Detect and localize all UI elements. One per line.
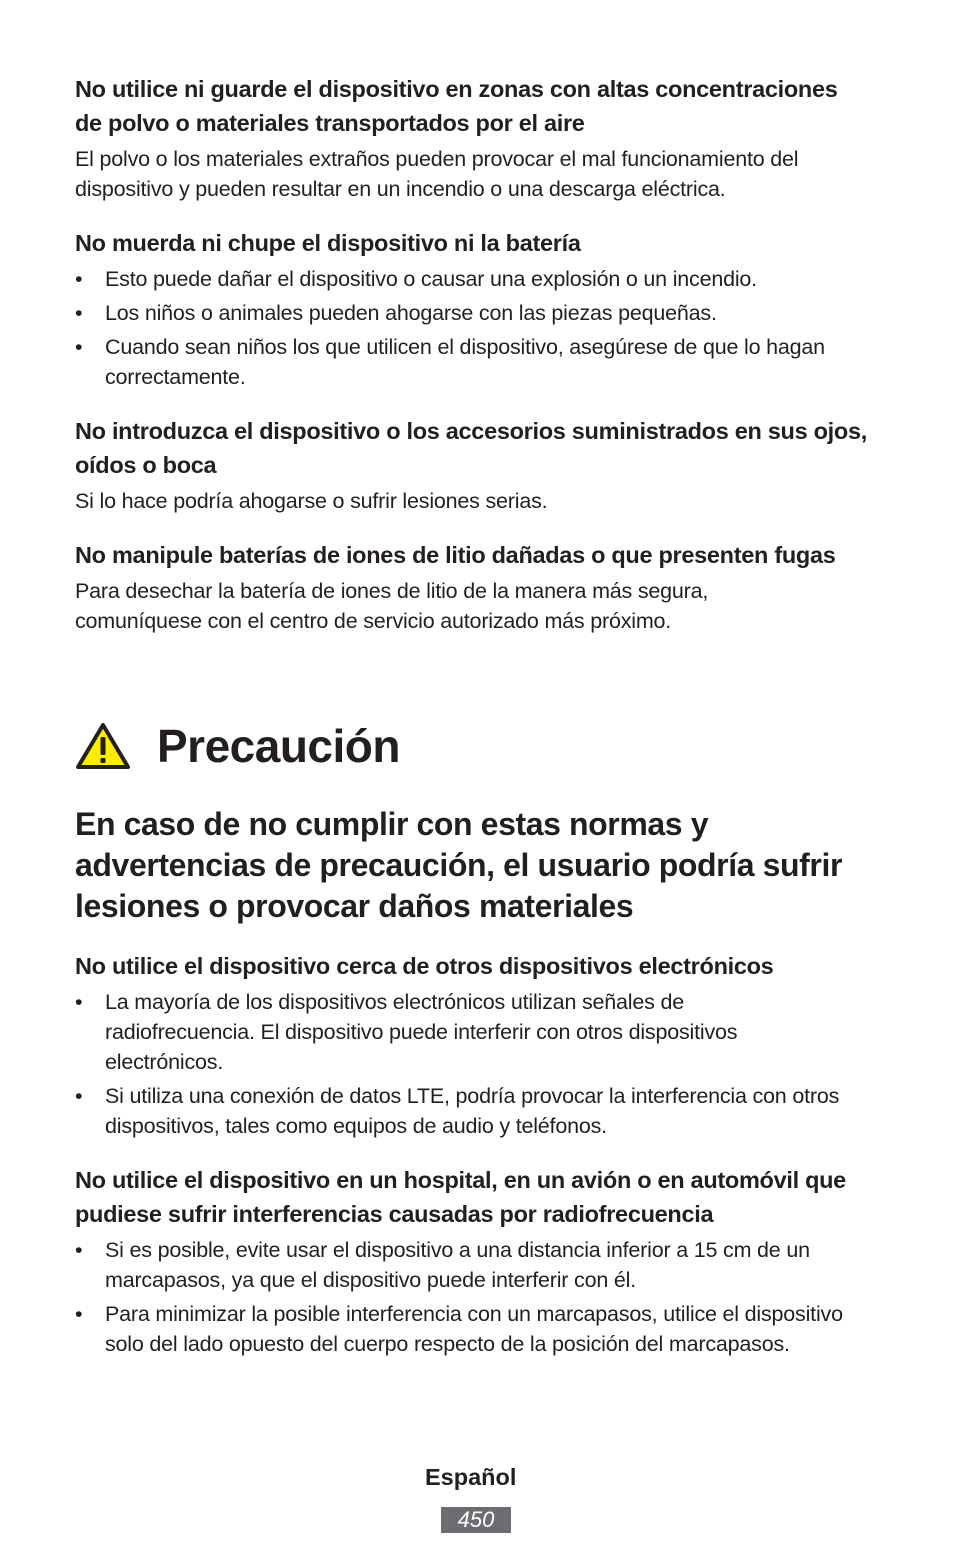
bullet-glyph: •: [75, 267, 83, 291]
section-title: No utilice el dispositivo en un hospital, en un avión o en automóvil que pudiese sufrir interferencias causadas por radiofrecuencia: [75, 1167, 846, 1227]
section-text: El polvo o los materiales extraños pueden provocar el mal funcionamiento del dispositivo y pueden resultar en un incendio o una descarga eléctrica.: [75, 147, 799, 201]
list-item: [75, 264, 885, 294]
section-eyes: [75, 414, 885, 516]
bullet-list: [75, 1235, 885, 1359]
list-item-text: La mayoría de los dispositivos electrónicos utilizan señales de radiofrecuencia. El dispositivo puede interferir con otros dispositivos electrónicos.: [105, 990, 738, 1074]
section-dust: [75, 72, 885, 204]
section-bite: [75, 226, 885, 392]
section-electronics: [75, 949, 885, 1141]
list-item-text: Esto puede dañar el dispositivo o causar una explosión o un incendio.: [105, 267, 757, 291]
bullet-list: [75, 264, 885, 392]
section-title: No muerda ni chupe el dispositivo ni la batería: [75, 230, 581, 256]
section-text: Si lo hace podría ahogarse o sufrir lesiones serias.: [75, 489, 548, 513]
section-hospital: [75, 1163, 885, 1359]
list-item: [75, 1299, 865, 1359]
bullet-glyph: •: [75, 1084, 83, 1108]
list-item: [75, 1081, 875, 1141]
bullet-glyph: •: [75, 990, 83, 1014]
list-item-text: Para minimizar la posible interferencia con un marcapasos, utilice el dispositivo solo del lado opuesto del cuerpo respecto de la posición del marcapasos.: [105, 1302, 843, 1356]
bullet-glyph: •: [75, 335, 83, 359]
section-title: No utilice ni guarde el dispositivo en zonas con altas concentraciones de polvo o materiales transportados por el aire: [75, 76, 838, 136]
section-text: Para desechar la batería de iones de litio de la manera más segura, comuníquese con el centro de servicio autorizado más próximo.: [75, 579, 709, 633]
section-title: No introduzca el dispositivo o los accesorios suministrados en sus ojos, oídos o boca: [75, 418, 867, 478]
spacer: [75, 658, 885, 710]
list-item-text: Si es posible, evite usar el dispositivo a una distancia inferior a 15 cm de un marcapasos, ya que el dispositivo puede interferir con él.: [105, 1238, 810, 1292]
caution-title: Precaución: [157, 720, 400, 772]
bullet-glyph: •: [75, 1238, 83, 1262]
list-item: [75, 298, 885, 328]
list-item-text: Si utiliza una conexión de datos LTE, podría provocar la interferencia con otros dispositivos, tales como equipos de audio y teléfonos.: [105, 1084, 840, 1138]
section-title: No manipule baterías de iones de litio dañadas o que presenten fugas: [75, 542, 836, 568]
caution-intro: En caso de no cumplir con estas normas y advertencias de precaución, el usuario podría sufrir lesiones o provocar daños materiales: [75, 806, 843, 924]
list-item-text: Cuando sean niños los que utilicen el dispositivo, asegúrese de que lo hagan correctamente.: [105, 335, 825, 389]
footer-language: Español: [425, 1464, 517, 1490]
page-number: 450: [441, 1507, 511, 1533]
list-item-text: Los niños o animales pueden ahogarse con las piezas pequeñas.: [105, 301, 717, 325]
warning-triangle-icon: [75, 722, 131, 770]
section-title: No utilice el dispositivo cerca de otros dispositivos electrónicos: [75, 953, 774, 979]
list-item: [75, 332, 885, 392]
manual-page: [75, 72, 885, 1381]
list-item: [75, 1235, 885, 1295]
bullet-list: [75, 987, 885, 1141]
caution-heading: [75, 710, 885, 782]
bullet-glyph: •: [75, 301, 83, 325]
section-battery: [75, 538, 885, 636]
list-item: [75, 987, 805, 1077]
bullet-glyph: •: [75, 1302, 83, 1326]
